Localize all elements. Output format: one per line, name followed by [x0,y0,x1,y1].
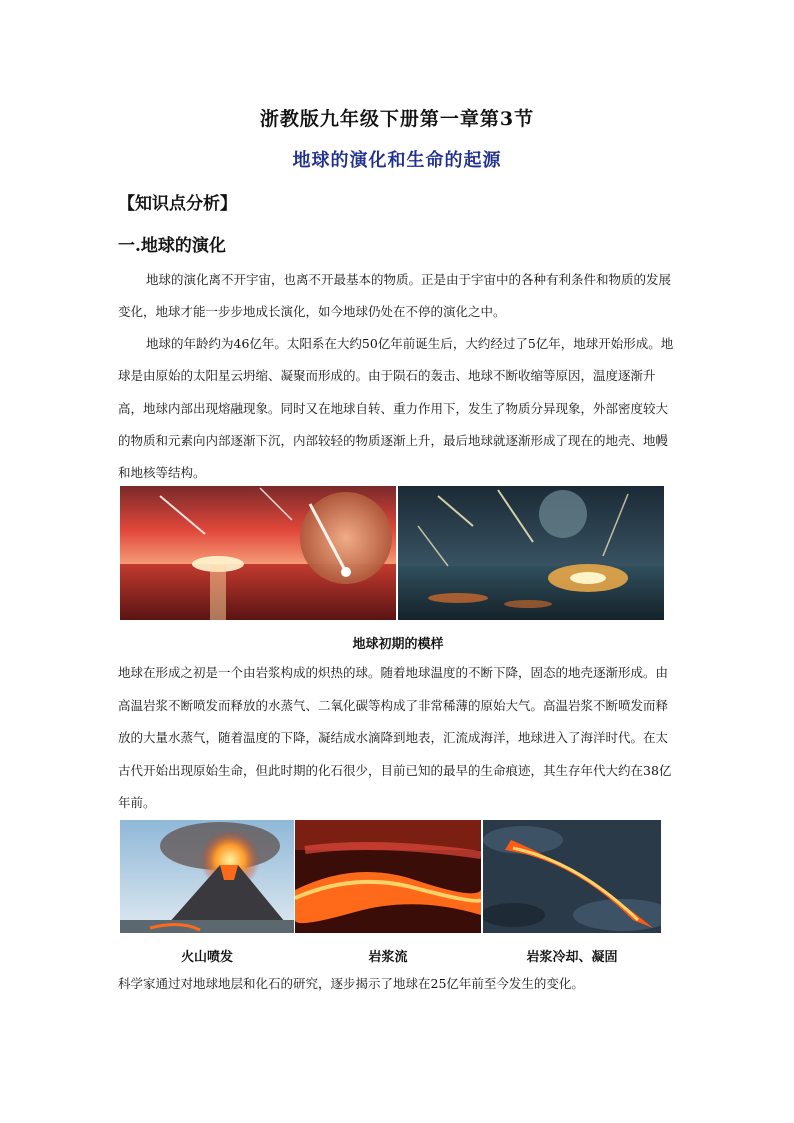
paragraph-1: 地球的演化离不开宇宙，也离不开最基本的物质。正是由于宇宙中的各种有利条件和物质的发展变化，地球才能一步步地成长演化，如今地球仍处在不停的演化之中。 [118,272,672,320]
caption-volcano: 火山喷发 [180,950,233,965]
paragraph-3: 地球在形成之初是一个由岩浆构成的炽热的球。随着地球温度的不断下降，固态的地壳逐渐形成。由高温岩浆不断喷发而释放的水蒸气、二氧化碳等构成了非常稀薄的原始大气。高温岩浆不断喷发而释放的大量水蒸气，随着温度的下降，凝结成水滴降到地表，汇流成海洋，地球进入了海洋时代。在太古代开始出现原始生命，但此时期的化石很少，目前已知的最早的生命痕迹，其生存年代大约在38亿年前。 [118,665,672,811]
volcano-eruption-image [120,820,294,933]
early-earth-sunset-image [120,486,396,620]
document-title: 浙教版九年级下册第一章第3节 [259,108,535,130]
caption-early-earth: 地球初期的模样 [352,637,444,652]
lava-flow-image [295,820,481,933]
paragraph-2: 地球的年龄约为46亿年。太阳系在大约50亿年前诞生后，大约经过了5亿年，地球开始形成。地球是由原始的太阳星云坍缩、凝聚而形成的。由于陨石的轰击、地球不断收缩等原因，温度逐渐升高，地球内部出现熔融现象。同时又在地球自转、重力作用下，发生了物质分异现象，外部密度较大的物质和元素向内部逐渐下沉，内部较轻的物质逐渐上升，最后地球就逐渐形成了现在的地壳、地幔和地核等结构。 [118,336,674,481]
paragraph-4: 科学家通过对地球地层和化石的研究，逐步揭示了地球在25亿年前至今发生的变化。 [118,976,584,991]
caption-lava-cooling: 岩浆冷却、凝固 [526,950,618,965]
section-heading: 一.地球的演化 [118,236,226,256]
lava-cooling-image [483,820,661,933]
section-tag: 【知识点分析】 [118,194,237,214]
early-earth-meteor-image [398,486,664,620]
caption-lava-flow: 岩浆流 [368,950,408,965]
document-subtitle: 地球的演化和生命的起源 [292,150,502,171]
